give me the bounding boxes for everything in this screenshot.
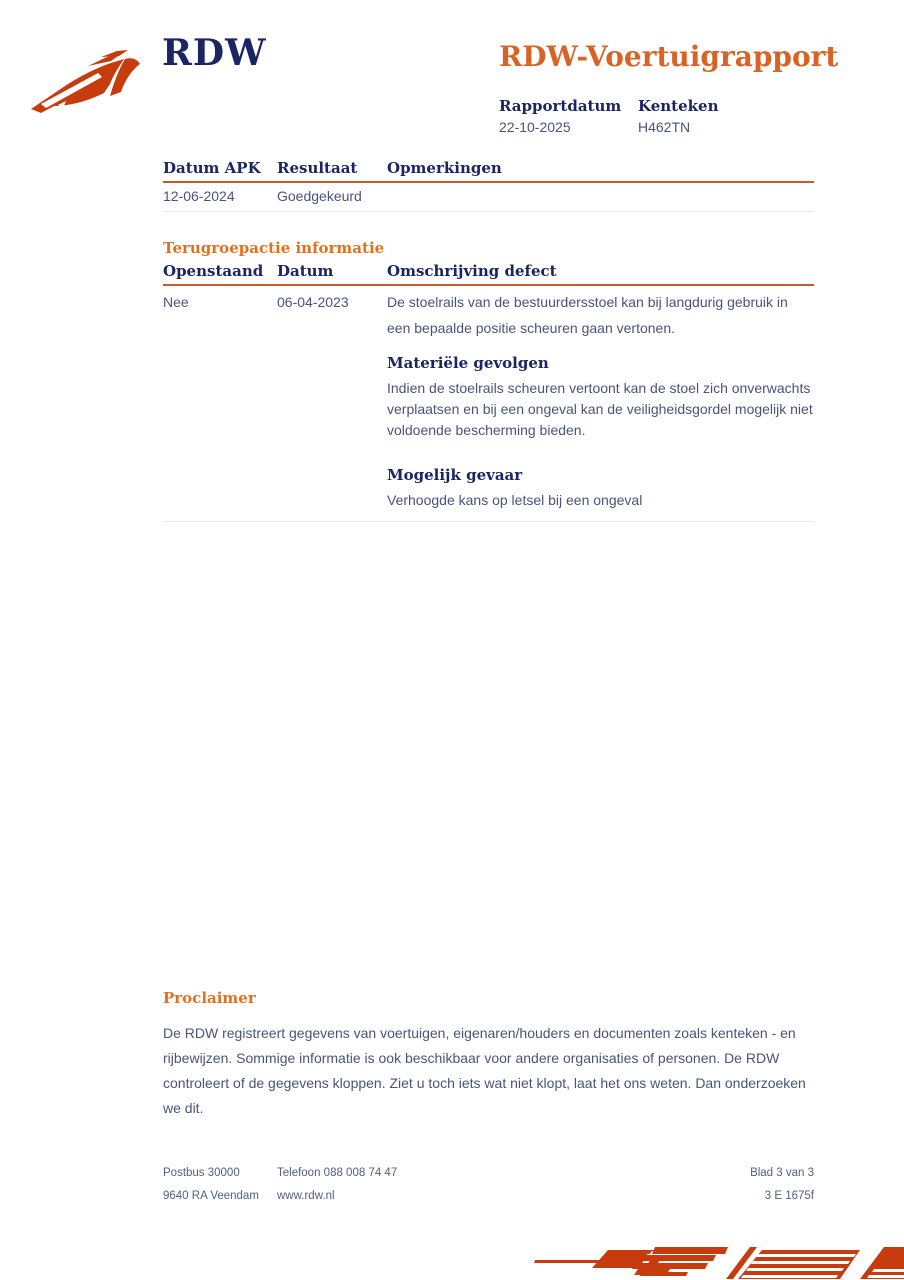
recall-section (163, 238, 814, 522)
license-plate-label: Kenteken (638, 97, 719, 115)
proclaimer-heading: Proclaimer (163, 989, 256, 1007)
column-header-openstaand: Openstaand (163, 262, 264, 280)
column-header-omschrijving-defect: Omschrijving defect (387, 262, 557, 280)
recall-datum-value: 06-04-2023 (277, 294, 349, 310)
page-title: RDW-Voertuigrapport (499, 40, 839, 73)
possible-danger-text: Verhoogde kans op letsel bij een ongeval (387, 492, 643, 508)
apk-table-header (163, 158, 814, 178)
recall-table-header (163, 261, 814, 281)
column-header-datum: Datum (277, 262, 334, 280)
defect-description-cell (387, 289, 814, 511)
apk-opmerkingen-value (387, 187, 814, 206)
defect-text: De stoelrails van de bestuurdersstoel kan bij langdurig gebruik in een bepaalde positie scheuren gaan vertonen. (387, 294, 788, 336)
column-header-datum-apk: Datum APK (163, 159, 261, 177)
footer-phone: Telefoon 088 008 74 47 (277, 1167, 398, 1179)
recall-section-heading: Terugroepactie informatie (163, 239, 385, 257)
proclaimer-section (163, 988, 814, 1121)
footer-website: www.rdw.nl (277, 1190, 335, 1202)
possible-danger-heading: Mogelijk gevaar (387, 466, 523, 484)
proclaimer-text: De RDW registreert gegevens van voertuigen, eigenaren/houders en documenten zoals kenteken - en rijbewijzen. Sommige informatie is ook beschikbaar voor andere organisaties of personen. De RDW controleert of de gegevens kloppen. Ziet u toch iets wat niet klopt, laat het ons weten. Dan onderzoeken we dit. (163, 1025, 806, 1116)
speed-stripes-graphic-icon (520, 1242, 904, 1280)
apk-resultaat-value: Goedgekeurd (277, 188, 362, 204)
report-date-label: Rapportdatum (499, 97, 622, 115)
material-consequences-text: Indien de stoelrails scheuren vertoont kan de stoel zich onverwachts verplaatsen en bij een ongeval kan de veiligheidsgordel mogelijk niet voldoende bescherming bieden. (387, 380, 813, 438)
rdw-wordmark: RDW (162, 32, 267, 74)
footer-page-indicator: Blad 3 van 3 (750, 1167, 814, 1179)
apk-table (163, 158, 814, 212)
page-footer (163, 1166, 814, 1203)
report-date-value: 22-10-2025 (499, 119, 571, 135)
table-row (163, 286, 814, 521)
row-rule (163, 211, 814, 212)
footer-postbus: Postbus 30000 (163, 1167, 240, 1179)
recall-openstaand-value: Nee (163, 294, 189, 310)
apk-datum-value: 12-06-2024 (163, 188, 235, 204)
row-rule (163, 521, 814, 522)
column-header-opmerkingen: Opmerkingen (387, 159, 502, 177)
table-row (163, 183, 814, 211)
material-consequences-heading: Materiële gevolgen (387, 354, 549, 372)
license-plate-value: H462TN (638, 119, 691, 135)
footer-doc-code: 3 E 1675f (764, 1190, 814, 1202)
footer-city: 9640 RA Veendam (163, 1190, 259, 1202)
rdw-wing-logo-icon (28, 48, 156, 116)
column-header-resultaat: Resultaat (277, 159, 358, 177)
report-meta (499, 96, 718, 138)
